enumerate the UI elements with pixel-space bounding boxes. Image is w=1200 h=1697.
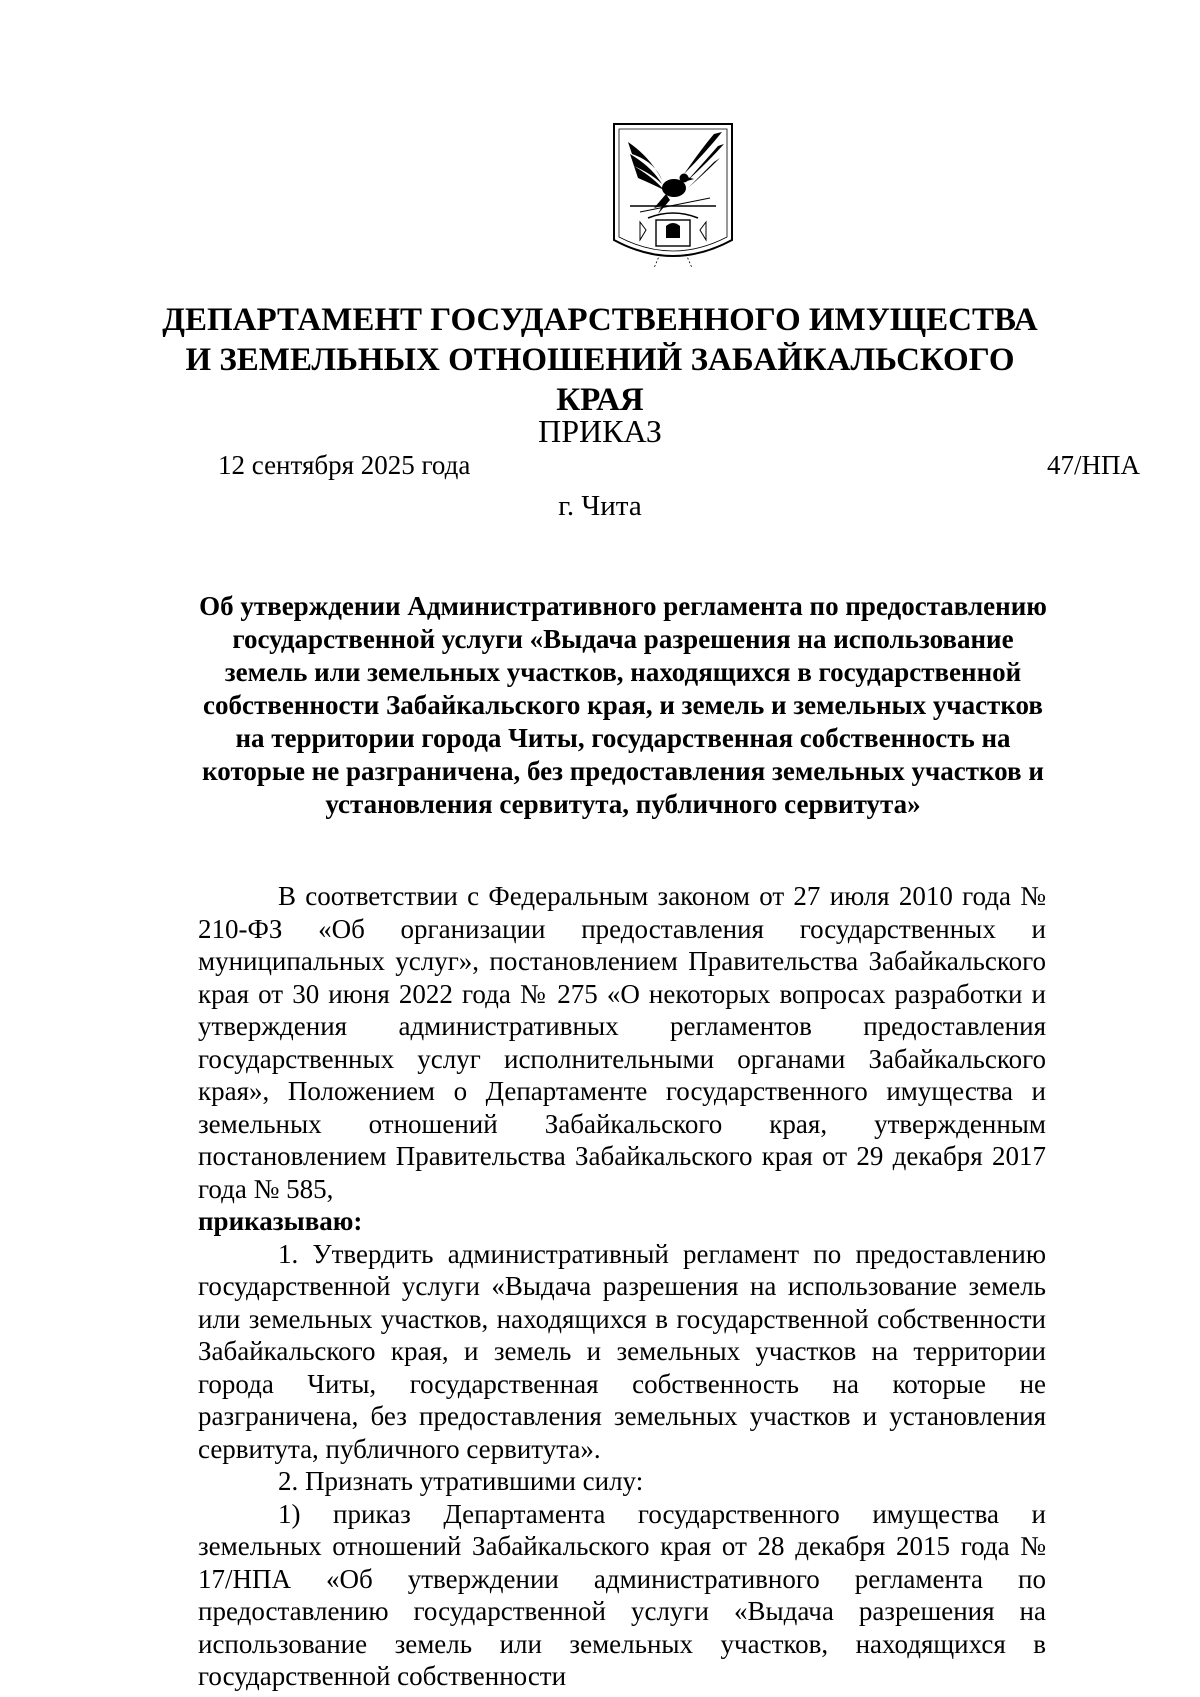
document-title: Об утверждении Административного регламента по предоставлению государственной услуги «Выдача разрешения на использование земель или земельных участков, находящихся в государственной собственности Забайкальского края, и земель и земельных участков на территории города Читы, государственная собственность на которые не разграничена, без предоставления земельных участков и установления сервитута, публичного сервитута» — [199, 591, 1047, 819]
clause-1: 1. Утвердить административный регламент по предоставлению государственной услуги «Выдача разрешения на использование земель или земельных участков, находящихся в государственной собственности Забайкальского края, и земель и земельных участков на территории города Читы, государственная собственность на которые не разграничена, без предоставления земельных участков и установления сервитута, публичного сервитута». — [198, 1238, 1046, 1464]
document-body — [198, 880, 1046, 1693]
clause-2: 2. Признать утратившими силу: — [278, 1466, 644, 1496]
preamble-paragraph — [198, 880, 1046, 1205]
order-date: 12 сентября 2025 года — [218, 450, 471, 480]
organization-name-line2: И ЗЕМЕЛЬНЫХ ОТНОШЕНИЙ ЗАБАЙКАЛЬСКОГО КРАЯ — [185, 342, 1015, 418]
order-city: г. Чита — [558, 490, 642, 522]
coat-of-arms-icon — [610, 122, 736, 270]
organization-name-line1: ДЕПАРТАМЕНТ ГОСУДАРСТВЕННОГО ИМУЩЕСТВА — [162, 302, 1038, 338]
organization-name — [150, 300, 1050, 420]
order-number: 47/НПА — [1047, 450, 1140, 480]
clause-2-subitem-1: 1) приказ Департамента государственного имущества и земельных отношений Забайкальского края от 28 декабря 2015 года № 17/НПА «Об утверждении административного регламента по предоставлению государственной услуги «Выдача разрешения на использование земель или земельных участков, находящихся в государственной собственности — [198, 1498, 1046, 1691]
order-word: приказываю: — [198, 1206, 363, 1236]
preamble-text: В соответствии с Федеральным законом от 27 июля 2010 года № 210-ФЗ «Об организации предоставления государственных и муниципальных услуг», постановлением Правительства Забайкальского края от 30 июня 2022 года № 275 «О некоторых вопросах разработки и утверждения административных регламентов предоставления государственных услуг исполнительными органами Забайкальского края», Положением о Департаменте государственного имущества и земельных отношений Забайкальского края, утвержденным постановлением Правительства Забайкальского края от 29 декабря 2017 года № 585, — [198, 881, 1046, 1204]
document-type: ПРИКАЗ — [538, 413, 662, 449]
